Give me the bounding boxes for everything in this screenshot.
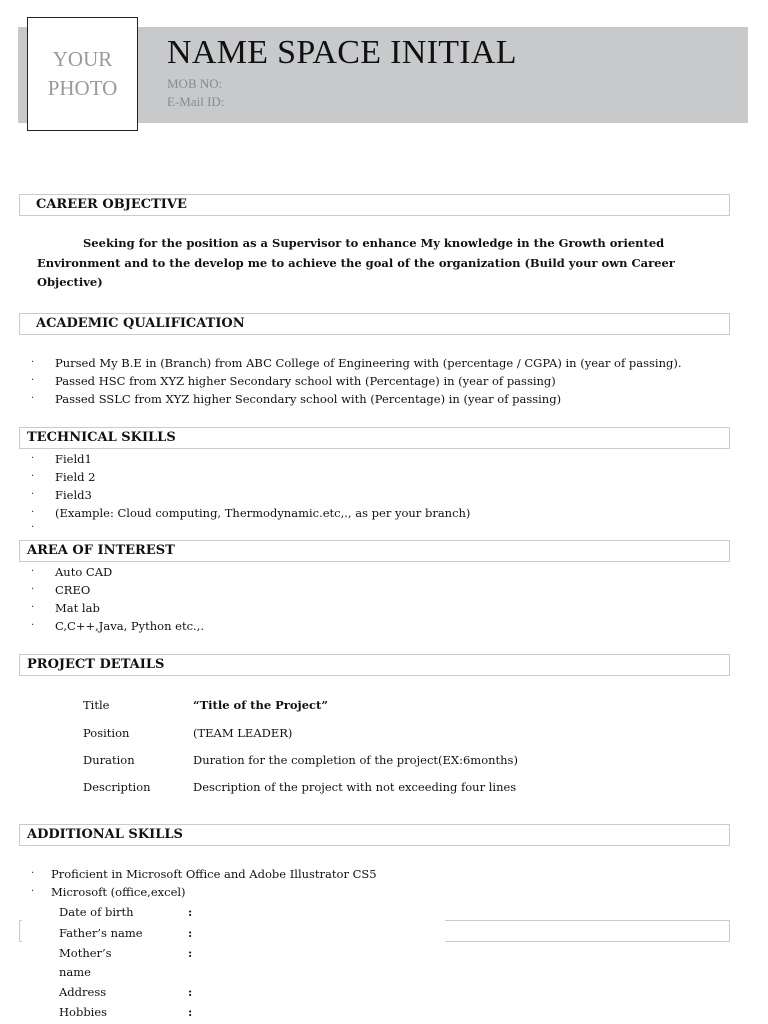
bullet-icon: · <box>31 620 35 631</box>
photo-label-line2: PHOTO <box>47 76 118 100</box>
additional-skills-section <box>19 824 730 846</box>
project-description-value: Description of the project with not exceeding four lines <box>193 780 517 794</box>
list-item <box>31 883 377 901</box>
career-objective-line3: Objective) <box>37 275 103 289</box>
career-objective-line1: Seeking for the position as a Supervisor to enhance My knowledge in the Growth oriented <box>83 236 665 250</box>
bullet-icon: · <box>31 357 35 368</box>
project-duration-value: Duration for the completion of the project(EX:6months) <box>193 753 518 767</box>
academic-item-1: Pursed My B.E in (Branch) from ABC College of Engineering with (percentage / CGPA) in (year of passing). <box>55 356 682 370</box>
academic-item-2: Passed HSC from XYZ higher Secondary school with (Percentage) in (year of passing) <box>55 374 556 388</box>
project-duration-label: Duration <box>83 753 135 767</box>
technical-item-2: Field 2 <box>55 470 96 484</box>
additional-item-1: Proficient in Microsoft Office and Adobe Illustrator CS5 <box>51 867 377 881</box>
career-objective-section <box>19 194 730 216</box>
academic-list <box>31 354 681 408</box>
academic-qualification-heading: ACADEMIC QUALIFICATION <box>36 316 245 331</box>
technical-skills-heading: TECHNICAL SKILLS <box>27 430 176 445</box>
bullet-icon: · <box>31 886 35 897</box>
technical-item-1: Field1 <box>55 452 92 466</box>
bullet-icon: · <box>31 393 35 404</box>
bullet-icon: · <box>31 471 35 482</box>
list-item <box>31 617 204 635</box>
address-colon: : <box>188 985 193 999</box>
list-item <box>31 522 470 534</box>
mobile-number-label: MOB NO: <box>167 76 223 91</box>
technical-list <box>31 450 470 534</box>
project-title-value: “Title of the Project” <box>193 698 328 712</box>
address-label: Address <box>59 985 107 999</box>
interest-item-4: C,C++,Java, Python etc.,. <box>55 619 204 633</box>
bullet-icon: · <box>31 375 35 386</box>
hobbies-colon: : <box>188 1005 193 1019</box>
father-name-label: Father’s name <box>59 926 143 940</box>
area-of-interest-section <box>19 540 730 562</box>
bullet-icon: · <box>31 522 35 533</box>
area-of-interest-heading: AREA OF INTEREST <box>27 543 175 558</box>
additional-skills-heading: ADDITIONAL SKILLS <box>27 827 183 842</box>
project-position-value: (TEAM LEADER) <box>193 726 293 740</box>
career-objective-text <box>37 234 712 293</box>
technical-item-3: Field3 <box>55 488 92 502</box>
project-description-label: Description <box>83 780 151 794</box>
list-item <box>31 468 470 486</box>
list-item <box>31 450 470 468</box>
project-position-label: Position <box>83 726 130 740</box>
dob-colon: : <box>188 905 193 919</box>
list-item <box>31 390 681 408</box>
additional-list <box>31 865 377 901</box>
list-item <box>31 354 681 372</box>
bullet-icon: · <box>31 868 35 879</box>
interest-list <box>31 563 204 635</box>
project-details-section <box>19 654 730 676</box>
interest-item-2: CREO <box>55 583 91 597</box>
email-label: E-Mail ID: <box>167 94 225 109</box>
mother-name-colon: : <box>188 946 193 960</box>
bullet-icon: · <box>31 566 35 577</box>
photo-label-line1: YOUR <box>52 47 113 71</box>
career-objective-heading: CAREER OBJECTIVE <box>36 197 187 212</box>
candidate-name: NAME SPACE INITIAL <box>167 34 517 71</box>
list-item <box>31 865 377 883</box>
list-item <box>31 599 204 617</box>
list-item <box>31 504 470 522</box>
hobbies-label: Hobbies <box>59 1005 108 1019</box>
dob-label: Date of birth <box>59 905 134 919</box>
career-objective-line2: Environment and to the develop me to achieve the goal of the organization (Build your own Career <box>37 255 675 270</box>
bullet-icon: · <box>31 602 35 613</box>
list-item <box>31 372 681 390</box>
academic-qualification-section <box>19 313 730 335</box>
academic-item-3: Passed SSLC from XYZ higher Secondary school with (Percentage) in (year of passing) <box>55 392 562 406</box>
project-details-heading: PROJECT DETAILS <box>27 657 165 672</box>
mother-name-label: Mother’s name <box>59 946 112 979</box>
additional-item-2: Microsoft (office,excel) <box>51 885 186 899</box>
bullet-icon: · <box>31 507 35 518</box>
interest-item-1: Auto CAD <box>55 565 113 579</box>
bullet-icon: · <box>31 453 35 464</box>
project-title-label: Title <box>83 698 110 712</box>
bullet-icon: · <box>31 584 35 595</box>
father-name-colon: : <box>188 926 193 940</box>
photo-placeholder <box>27 17 138 131</box>
interest-item-3: Mat lab <box>55 601 100 615</box>
bullet-icon: · <box>31 489 35 500</box>
list-item <box>31 581 204 599</box>
list-item <box>31 486 470 504</box>
technical-skills-section <box>19 427 730 449</box>
technical-item-4: (Example: Cloud computing, Thermodynamic.etc,., as per your branch) <box>55 506 471 520</box>
list-item <box>31 563 204 581</box>
